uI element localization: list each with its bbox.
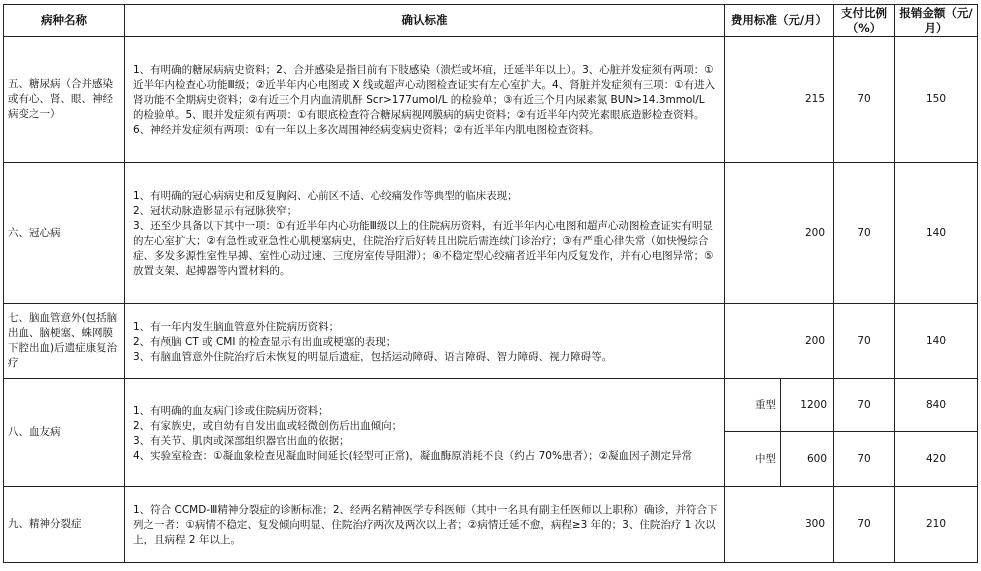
ratio-chd: 70 [834,163,895,304]
header-ratio: 支付比例（%） [834,5,895,37]
standard-line: 3、还至少具备以下其中一项：①有近半年内心功能Ⅲ级以上的住院病历资料，有近半年内心电图和超声心动图检查证实有明显的左心室扩大；②有急性或亚急性心肌梗塞病史，住院治疗后好转且出院后需连续门诊治疗；③有严重心律失常（如快慢综合症、多发多源性室性早搏、室性心动过速、三度房室传导阻滞）；④不稳定型心绞痛者近半年内反复发作，并有心电图异常；⑤放置支架、起搏器等内置材料的。 [133,220,714,277]
header-standard: 确认标准 [125,5,725,37]
table-row [4,487,978,563]
fee-chd: 200 [725,163,834,304]
standard-line: 3、有脑血管意外住院治疗后未恢复的明显后遗症，包括运动障碍、语言障碍、智力障碍、视力障碍等。 [133,350,613,363]
disease-name-chd: 六、冠心病 [4,163,125,304]
standard-line: 1、有明确的血友病门诊或住院病历资料； [133,404,329,417]
standard-line: 2、有颅脑 CT 或 CMI 的检查显示有出血或梗塞的表现； [133,335,397,348]
ratio-hemophilia-severe: 70 [834,379,895,432]
amount-hemophilia-severe: 840 [895,379,978,432]
standard-hemophilia [125,379,725,487]
fee-schizophrenia: 300 [725,487,834,563]
header-fee: 费用标准（元/月） [725,5,834,37]
fee-hemophilia-moderate: 600 [781,432,834,487]
standard-line: 1、符合 CCMD-Ⅲ精神分裂症的诊断标准；2、经两名精神医学专科医师（其中一名具有副主任医师以上职称）确诊，并符合下列之一者：①病情不稳定、复发倾向明显、住院治疗两次及两次以上者；②病情迁延不愈，病程≥3 年的；3、住院治疗 1 次以上，且病程 2 年以上。 [133,504,718,546]
disease-name-stroke: 七、脑血管意外(包括脑出血、脑梗塞、蛛网膜下腔出血)后遗症康复治疗 [4,304,125,379]
fee-stroke: 200 [725,304,834,379]
table-row [4,37,978,163]
table-row [4,379,978,432]
amount-stroke: 140 [895,304,978,379]
table-row [4,304,978,379]
fee-hemophilia-severe: 1200 [781,379,834,432]
standard-line: 2、有家族史，或自幼有自发出血或轻微创伤后出血倾向； [133,419,403,432]
table-header-row [4,5,978,37]
standard-diabetes [125,37,725,163]
disease-name-schizophrenia: 九、精神分裂症 [4,487,125,563]
amount-schizophrenia: 210 [895,487,978,563]
reimbursement-table [3,4,978,563]
amount-diabetes: 150 [895,37,978,163]
standard-line: 1、有一年内发生脑血管意外住院病历资料； [133,320,340,333]
header-disease-name: 病种名称 [4,5,125,37]
amount-hemophilia-moderate: 420 [895,432,978,487]
ratio-schizophrenia: 70 [834,487,895,563]
standard-line: 6、神经并发症须有两项：①有一年以上多次周围神经病变病史资料；②有近半年内肌电图检查资料。 [133,124,600,136]
ratio-hemophilia-moderate: 70 [834,432,895,487]
standard-line: 3、有关节、肌肉或深部组织器官出血的依据； [133,434,350,447]
standard-line: 2、冠状动脉造影显示有冠脉狭窄； [133,205,298,217]
ratio-diabetes: 70 [834,37,895,163]
table-row [4,163,978,304]
fee-diabetes: 215 [725,37,834,163]
disease-name-diabetes: 五、糖尿病（合并感染或有心、肾、眼、神经病变之一） [4,37,125,163]
standard-line: 1、有明确的冠心病病史和反复胸闷、心前区不适、心绞痛发作等典型的临床表现； [133,190,518,202]
standard-line: 4、实验室检查：①凝血象检查见凝血时间延长(轻型可正常)，凝血酶原消耗不良（约占 70%患者）；②凝血因子测定异常 [133,449,693,462]
sub-label-moderate: 中型 [725,432,781,487]
sub-label-severe: 重型 [725,379,781,432]
amount-chd: 140 [895,163,978,304]
standard-line: 1、有明确的糖尿病病史资料；2、合并感染是指目前有下肢感染（溃烂或坏疽，迁延半年以上）。3、心脏并发症须有两项：①近半年内检查心功能Ⅲ级；②近半年内心电图或 X 线或超声心动图检查证实有左心室扩大。4、肾脏并发症须有三项：①有进入肾功能不全期病史资料；②有近三个月内血清肌酐 Scr>177umol/L 的检验单；③有近三个月内尿素氮 BUN>14.3mmol/L 的检验单。5、眼并发症须有两项：①有眼底检查符合糖尿病视网膜病的病史资料；②有近半年内荧光素眼底造影检查资料。 [133,64,716,121]
header-amount: 报销金额（元/月） [895,5,978,37]
standard-schizophrenia [125,487,725,563]
disease-name-hemophilia: 八、血友病 [4,379,125,487]
ratio-stroke: 70 [834,304,895,379]
standard-stroke [125,304,725,379]
standard-chd [125,163,725,304]
